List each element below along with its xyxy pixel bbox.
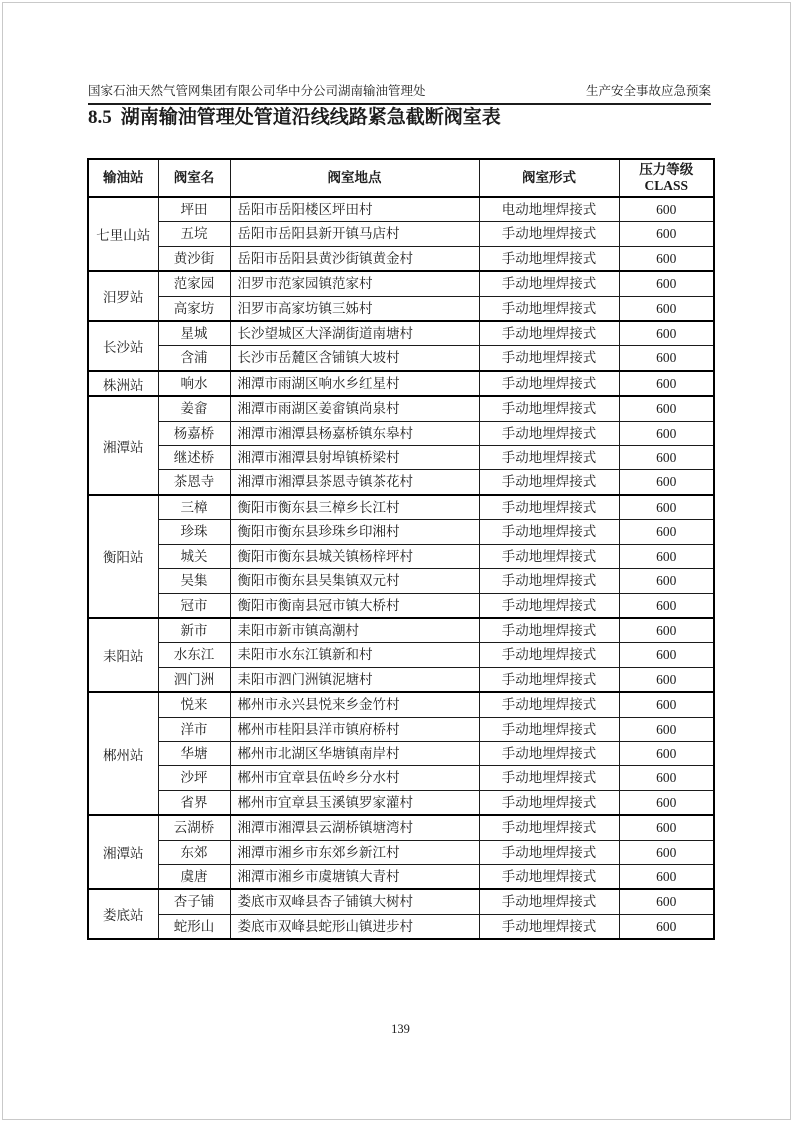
valve-name-cell: 水东江 [158, 643, 230, 667]
table-row [88, 470, 714, 495]
table-row [88, 446, 714, 470]
pressure-class-cell: 600 [619, 544, 714, 568]
pressure-class-cell: 600 [619, 717, 714, 741]
table-row [88, 271, 714, 296]
valve-type-cell: 手动地埋焊接式 [479, 569, 619, 593]
section-title [88, 106, 501, 130]
table-row [88, 889, 714, 914]
station-cell: 七里山站 [88, 197, 158, 271]
col-header-valve-name: 阀室名 [158, 159, 230, 197]
col-header-valve-type: 阀室形式 [479, 159, 619, 197]
valve-name-cell: 洋市 [158, 717, 230, 741]
valve-name-cell: 城关 [158, 544, 230, 568]
valve-name-cell: 杏子铺 [158, 889, 230, 914]
valve-name-cell: 冠市 [158, 593, 230, 618]
pressure-class-cell: 600 [619, 421, 714, 445]
pressure-class-cell: 600 [619, 396, 714, 421]
valve-type-cell: 手动地埋焊接式 [479, 889, 619, 914]
valve-name-cell: 继述桥 [158, 446, 230, 470]
location-cell: 衡阳市衡东县三樟乡长江村 [230, 495, 479, 520]
pressure-class-cell: 600 [619, 864, 714, 889]
col-header-pressure-line2: CLASS [644, 178, 689, 193]
valve-type-cell: 手动地埋焊接式 [479, 692, 619, 717]
location-cell: 湘潭市雨湖区响水乡红星村 [230, 371, 479, 396]
location-cell: 湘潭市湘潭县杨嘉桥镇东皋村 [230, 421, 479, 445]
valve-type-cell: 手动地埋焊接式 [479, 667, 619, 692]
table-row [88, 717, 714, 741]
valve-name-cell: 高家坊 [158, 296, 230, 321]
table-row [88, 790, 714, 815]
table-row [88, 618, 714, 643]
valve-name-cell: 云湖桥 [158, 815, 230, 840]
pressure-class-cell: 600 [619, 296, 714, 321]
location-cell: 郴州市北湖区华塘镇南岸村 [230, 741, 479, 765]
location-cell: 衡阳市衡南县冠市镇大桥村 [230, 593, 479, 618]
station-cell: 衡阳站 [88, 495, 158, 618]
table-row [88, 840, 714, 864]
table-row [88, 222, 714, 246]
location-cell: 湘潭市湘潭县茶恩寺镇茶花村 [230, 470, 479, 495]
table-row [88, 544, 714, 568]
location-cell: 郴州市宜章县玉溪镇罗家灌村 [230, 790, 479, 815]
location-cell: 娄底市双峰县蛇形山镇进步村 [230, 914, 479, 939]
table-row [88, 569, 714, 593]
valve-name-cell: 茶恩寺 [158, 470, 230, 495]
pressure-class-cell: 600 [619, 246, 714, 271]
table-row [88, 766, 714, 790]
location-cell: 湘潭市湘乡市虞塘镇大青村 [230, 864, 479, 889]
valve-type-cell: 手动地埋焊接式 [479, 396, 619, 421]
table-row [88, 815, 714, 840]
pressure-class-cell: 600 [619, 569, 714, 593]
station-cell: 湘潭站 [88, 396, 158, 495]
valve-type-cell: 手动地埋焊接式 [479, 815, 619, 840]
table-row [88, 396, 714, 421]
valve-type-cell: 手动地埋焊接式 [479, 470, 619, 495]
location-cell: 长沙市岳麓区含铺镇大坡村 [230, 346, 479, 371]
pressure-class-cell: 600 [619, 197, 714, 222]
location-cell: 郴州市永兴县悦来乡金竹村 [230, 692, 479, 717]
pressure-class-cell: 600 [619, 914, 714, 939]
valve-name-cell: 珍珠 [158, 520, 230, 544]
pressure-class-cell: 600 [619, 470, 714, 495]
location-cell: 衡阳市衡东县珍珠乡印湘村 [230, 520, 479, 544]
valve-type-cell: 手动地埋焊接式 [479, 643, 619, 667]
station-cell: 湘潭站 [88, 815, 158, 889]
valve-name-cell: 泗门洲 [158, 667, 230, 692]
valve-type-cell: 手动地埋焊接式 [479, 766, 619, 790]
pressure-class-cell: 600 [619, 495, 714, 520]
location-cell: 岳阳市岳阳县新开镇马店村 [230, 222, 479, 246]
pressure-class-cell: 600 [619, 593, 714, 618]
pressure-class-cell: 600 [619, 321, 714, 346]
section-title-text: 湖南输油管理处管道沿线线路紧急截断阀室表 [120, 107, 501, 128]
station-cell: 株洲站 [88, 371, 158, 396]
pressure-class-cell: 600 [619, 889, 714, 914]
valve-name-cell: 悦来 [158, 692, 230, 717]
valve-type-cell: 手动地埋焊接式 [479, 741, 619, 765]
location-cell: 岳阳市岳阳楼区坪田村 [230, 197, 479, 222]
valve-type-cell: 手动地埋焊接式 [479, 421, 619, 445]
valve-type-cell: 手动地埋焊接式 [479, 296, 619, 321]
valve-type-cell: 手动地埋焊接式 [479, 446, 619, 470]
valve-name-cell: 吴集 [158, 569, 230, 593]
location-cell: 湘潭市湘乡市东郊乡新江村 [230, 840, 479, 864]
col-header-pressure-line1: 压力等级 [639, 162, 694, 177]
station-cell: 汨罗站 [88, 271, 158, 321]
pressure-class-cell: 600 [619, 371, 714, 396]
table-row [88, 296, 714, 321]
valve-name-cell: 坪田 [158, 197, 230, 222]
valve-name-cell: 新市 [158, 618, 230, 643]
pressure-class-cell: 600 [619, 766, 714, 790]
valve-name-cell: 华塘 [158, 741, 230, 765]
page-header-left: 国家石油天然气管网集团有限公司华中分公司湖南输油管理处 [88, 84, 426, 98]
valve-name-cell: 星城 [158, 321, 230, 346]
valve-name-cell: 杨嘉桥 [158, 421, 230, 445]
table-row [88, 197, 714, 222]
pressure-class-cell: 600 [619, 692, 714, 717]
table-row [88, 864, 714, 889]
location-cell: 衡阳市衡东县吴集镇双元村 [230, 569, 479, 593]
valve-type-cell: 手动地埋焊接式 [479, 520, 619, 544]
valve-type-cell: 手动地埋焊接式 [479, 371, 619, 396]
table-row [88, 667, 714, 692]
location-cell: 汨罗市范家园镇范家村 [230, 271, 479, 296]
valve-type-cell: 手动地埋焊接式 [479, 271, 619, 296]
pressure-class-cell: 600 [619, 520, 714, 544]
valve-table [87, 158, 715, 940]
table-row [88, 593, 714, 618]
header-row [88, 159, 714, 197]
valve-name-cell: 省界 [158, 790, 230, 815]
valve-table-body [88, 197, 714, 939]
location-cell: 衡阳市衡东县城关镇杨梓坪村 [230, 544, 479, 568]
location-cell: 郴州市宜章县伍岭乡分水村 [230, 766, 479, 790]
table-row [88, 421, 714, 445]
valve-type-cell: 手动地埋焊接式 [479, 593, 619, 618]
location-cell: 湘潭市雨湖区姜畲镇尚泉村 [230, 396, 479, 421]
station-cell: 耒阳站 [88, 618, 158, 692]
valve-type-cell: 手动地埋焊接式 [479, 321, 619, 346]
valve-type-cell: 手动地埋焊接式 [479, 864, 619, 889]
col-header-station: 输油站 [88, 159, 158, 197]
location-cell: 湘潭市湘潭县射埠镇桥梁村 [230, 446, 479, 470]
valve-table-head [88, 159, 714, 197]
page-number: 139 [391, 1022, 410, 1036]
table-row [88, 346, 714, 371]
pressure-class-cell: 600 [619, 618, 714, 643]
valve-type-cell: 手动地埋焊接式 [479, 346, 619, 371]
valve-type-cell: 手动地埋焊接式 [479, 790, 619, 815]
table-row [88, 914, 714, 939]
valve-type-cell: 电动地埋焊接式 [479, 197, 619, 222]
valve-name-cell: 东郊 [158, 840, 230, 864]
valve-type-cell: 手动地埋焊接式 [479, 222, 619, 246]
pressure-class-cell: 600 [619, 741, 714, 765]
station-cell: 娄底站 [88, 889, 158, 939]
valve-type-cell: 手动地埋焊接式 [479, 840, 619, 864]
pressure-class-cell: 600 [619, 667, 714, 692]
valve-name-cell: 范家园 [158, 271, 230, 296]
table-row [88, 371, 714, 396]
valve-type-cell: 手动地埋焊接式 [479, 914, 619, 939]
table-row [88, 520, 714, 544]
location-cell: 耒阳市水东江镇新和村 [230, 643, 479, 667]
page-header [88, 84, 711, 105]
table-row [88, 246, 714, 271]
valve-name-cell: 响水 [158, 371, 230, 396]
station-cell: 郴州站 [88, 692, 158, 815]
valve-name-cell: 三樟 [158, 495, 230, 520]
valve-name-cell: 含浦 [158, 346, 230, 371]
location-cell: 耒阳市泗门洲镇泥塘村 [230, 667, 479, 692]
table-row [88, 495, 714, 520]
location-cell: 郴州市桂阳县洋市镇府桥村 [230, 717, 479, 741]
location-cell: 娄底市双峰县杏子铺镇大树村 [230, 889, 479, 914]
pressure-class-cell: 600 [619, 840, 714, 864]
valve-name-cell: 蛇形山 [158, 914, 230, 939]
pressure-class-cell: 600 [619, 222, 714, 246]
table-row [88, 692, 714, 717]
valve-type-cell: 手动地埋焊接式 [479, 246, 619, 271]
table-row [88, 321, 714, 346]
pressure-class-cell: 600 [619, 346, 714, 371]
pressure-class-cell: 600 [619, 271, 714, 296]
pressure-class-cell: 600 [619, 446, 714, 470]
pressure-class-cell: 600 [619, 815, 714, 840]
location-cell: 湘潭市湘潭县云湖桥镇塘湾村 [230, 815, 479, 840]
col-header-location: 阀室地点 [230, 159, 479, 197]
valve-type-cell: 手动地埋焊接式 [479, 717, 619, 741]
pressure-class-cell: 600 [619, 643, 714, 667]
table-row [88, 643, 714, 667]
valve-name-cell: 黄沙街 [158, 246, 230, 271]
section-number: 8.5 [88, 107, 112, 128]
table-row [88, 741, 714, 765]
page-header-right: 生产安全事故应急预案 [585, 84, 711, 98]
valve-name-cell: 姜畲 [158, 396, 230, 421]
valve-name-cell: 沙坪 [158, 766, 230, 790]
pressure-class-cell: 600 [619, 790, 714, 815]
valve-type-cell: 手动地埋焊接式 [479, 544, 619, 568]
station-cell: 长沙站 [88, 321, 158, 371]
location-cell: 汨罗市高家坊镇三姊村 [230, 296, 479, 321]
valve-name-cell: 五垸 [158, 222, 230, 246]
valve-name-cell: 虞唐 [158, 864, 230, 889]
valve-type-cell: 手动地埋焊接式 [479, 618, 619, 643]
location-cell: 长沙望城区大泽湖街道南塘村 [230, 321, 479, 346]
location-cell: 耒阳市新市镇高潮村 [230, 618, 479, 643]
col-header-pressure-class [619, 159, 714, 197]
valve-type-cell: 手动地埋焊接式 [479, 495, 619, 520]
location-cell: 岳阳市岳阳县黄沙街镇黄金村 [230, 246, 479, 271]
